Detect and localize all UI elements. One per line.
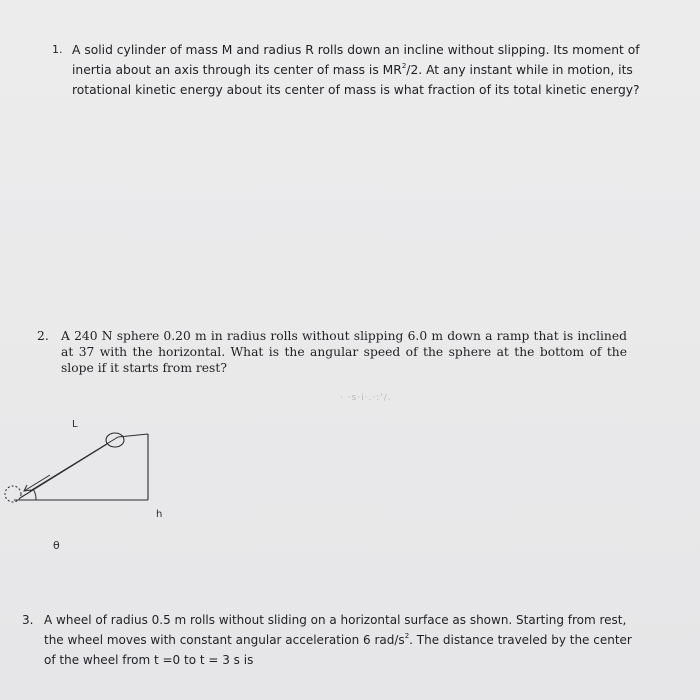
sphere-top-icon (106, 433, 124, 447)
question-1-number: 1. (52, 43, 63, 56)
angle-arc-icon (33, 489, 36, 500)
question-3-exponent: 2 (404, 632, 410, 640)
slope-arrow-line (24, 475, 50, 491)
question-1-text-part-b: /2. At any instant while in motion, its rotational kinetic energy about its center of mass is what fraction of its total kinetic energy? (72, 63, 640, 97)
question-3-number: 3. (22, 613, 34, 627)
question-3 (22, 610, 632, 670)
question-3-text (44, 610, 632, 670)
question-2 (37, 328, 627, 376)
question-2-text: A 240 N sphere 0.20 m in radius rolls without slipping 6.0 m down a ramp that is inclined at 37 with the horizontal. What is the angular speed of the sphere at the bottom of the slope if it starts from rest? (61, 329, 627, 375)
question-1-exponent: 2 (401, 62, 407, 70)
diagram-label-height: h (156, 509, 163, 520)
question-3-text-part-b: . The distance traveled by the center of the wheel from t =0 to t = 3 s is (44, 633, 632, 667)
incline-diagram (0, 410, 200, 560)
question-1 (52, 40, 652, 100)
question-1-text-part-a: A solid cylinder of mass M and radius R rolls down an incline without slipping. Its moment of inertia about an axis through its center of mass is MR (72, 43, 640, 77)
question-1-text (72, 40, 652, 100)
diagram-label-angle: θ (53, 539, 60, 552)
question-3-text-part-a: A wheel of radius 0.5 m rolls without sliding on a horizontal surface as shown. Starting from rest, the wheel moves with constant angular acceleration 6 rad/s (44, 613, 627, 647)
diagram-label-length: L (72, 419, 78, 430)
incline-surface-line (30, 437, 118, 491)
faint-pencil-marks: · ·s·i·.·:'/. (340, 393, 392, 403)
question-2-number: 2. (37, 329, 49, 343)
